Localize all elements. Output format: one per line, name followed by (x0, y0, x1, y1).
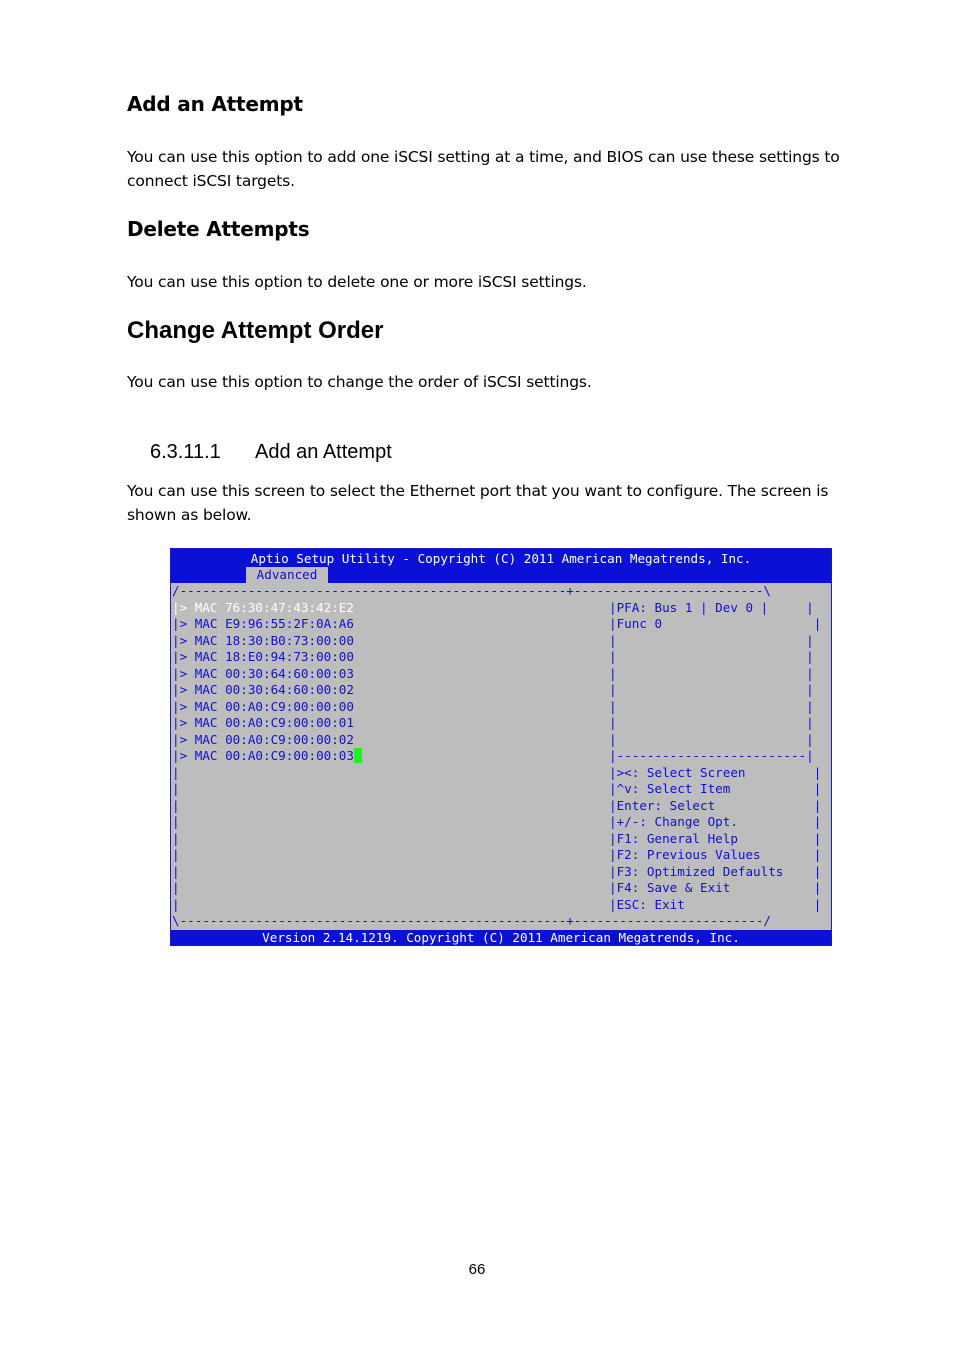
mac-item[interactable] (172, 682, 354, 699)
mac-item-prefix: |> MAC (172, 698, 226, 714)
mac-item[interactable] (172, 748, 362, 765)
mac-item[interactable] (172, 699, 354, 716)
help-item: |Enter: Select | (609, 797, 822, 813)
empty-row-border: | (172, 830, 180, 846)
empty-row-border: | (172, 863, 180, 879)
device-info-line: |PFA: Bus 1 | Dev 0 | | (609, 599, 814, 615)
empty-row-border: | (172, 781, 180, 796)
text-cursor (354, 748, 362, 763)
bios-header-bar (171, 549, 831, 583)
mac-item[interactable] (172, 715, 354, 732)
subsection-title: Add an Attempt (255, 441, 392, 463)
device-info-line: |Func 0 | (609, 616, 822, 631)
mac-item[interactable] (172, 600, 354, 617)
panel-border-line: | | (609, 649, 814, 664)
mac-address: 00:A0:C9:00:00:03 (225, 748, 354, 763)
mac-item-prefix: |> MAC (172, 715, 226, 730)
panel-border-line: | | (609, 731, 814, 747)
help-item: |F3: Optimized Defaults | (609, 863, 822, 879)
mac-item-prefix: |> MAC (172, 649, 226, 664)
mac-address: 18:E0:94:73:00:00 (225, 649, 354, 664)
empty-row-border: | (172, 896, 180, 912)
help-item: |ESC: Exit | (609, 896, 822, 912)
help-item: |F2: Previous Values | (609, 847, 822, 862)
mac-item[interactable] (172, 649, 354, 666)
heading-delete-attempts: Delete Attempts (127, 217, 310, 241)
help-item: |^v: Select Item | (609, 781, 822, 796)
help-item: |F1: General Help | (609, 830, 822, 846)
mac-item[interactable] (172, 616, 354, 633)
bios-footer: Version 2.14.1219. Copyright (C) 2011 American Megatrends, Inc. (171, 930, 831, 945)
mac-address: 18:30:B0:73:00:00 (225, 632, 354, 648)
help-item: |+/-: Change Opt. | (609, 814, 822, 829)
bios-border-top: /---------------------------------------------------+-------------------------\ (172, 583, 771, 598)
heading-change-attempt-order: Change Attempt Order (127, 317, 384, 344)
mac-item-prefix: |> MAC (172, 665, 226, 681)
mac-address: 76:30:47:43:42:E2 (225, 599, 354, 615)
subsection-heading (150, 441, 392, 464)
panel-border-line: | | (609, 715, 814, 730)
mac-item-prefix: |> MAC (172, 599, 226, 615)
mac-address: 00:30:64:60:00:03 (225, 665, 354, 681)
mac-item-prefix: |> MAC (172, 616, 226, 631)
empty-row-border: | (172, 764, 180, 780)
panel-border-line: | | (609, 698, 814, 714)
bios-border-bottom: \---------------------------------------------------+-------------------------/ (172, 913, 771, 928)
panel-border-line: | | (609, 665, 814, 681)
panel-border-line: | | (609, 682, 814, 697)
paragraph-change-attempt-order: You can use this option to change the order of iSCSI settings. (127, 373, 592, 391)
empty-row-border: | (172, 847, 180, 862)
page-number: 66 (468, 1261, 486, 1278)
mac-address: 00:A0:C9:00:00:02 (225, 731, 354, 747)
help-item: |><: Select Screen | (609, 764, 822, 780)
mac-item[interactable] (172, 732, 354, 749)
mac-item-prefix: |> MAC (172, 748, 226, 763)
mac-item-prefix: |> MAC (172, 682, 226, 697)
help-separator: |-------------------------| (609, 748, 814, 763)
help-item: |F4: Save & Exit | (609, 880, 822, 895)
bios-title: Aptio Setup Utility - Copyright (C) 2011 American Megatrends, Inc. (250, 551, 752, 566)
mac-address: E9:96:55:2F:0A:A6 (225, 616, 354, 631)
empty-row-border: | (172, 797, 180, 813)
mac-item[interactable] (172, 666, 354, 683)
paragraph-delete-attempts: You can use this option to delete one or more iSCSI settings. (127, 273, 587, 291)
paragraph-add-an-attempt: You can use this option to add one iSCSI setting at a time, and BIOS can use these settings to connect iSCSI targets. (127, 148, 840, 190)
mac-address: 00:30:64:60:00:02 (225, 682, 354, 697)
heading-add-an-attempt: Add an Attempt (127, 92, 303, 116)
mac-item-prefix: |> MAC (172, 731, 226, 747)
empty-row-border: | (172, 814, 180, 829)
mac-address: 00:A0:C9:00:00:00 (225, 698, 354, 714)
paragraph-subsection: You can use this screen to select the Ethernet port that you want to configure. The screen is shown as below. (127, 482, 829, 524)
mac-item[interactable] (172, 633, 354, 650)
tab-advanced[interactable]: Advanced (246, 567, 328, 583)
subsection-number: 6.3.11.1 (150, 441, 221, 463)
empty-row-border: | (172, 880, 180, 895)
mac-item-prefix: |> MAC (172, 632, 226, 648)
panel-border-line: | | (609, 632, 814, 648)
bios-screenshot (170, 548, 832, 946)
mac-address: 00:A0:C9:00:00:01 (225, 715, 354, 730)
